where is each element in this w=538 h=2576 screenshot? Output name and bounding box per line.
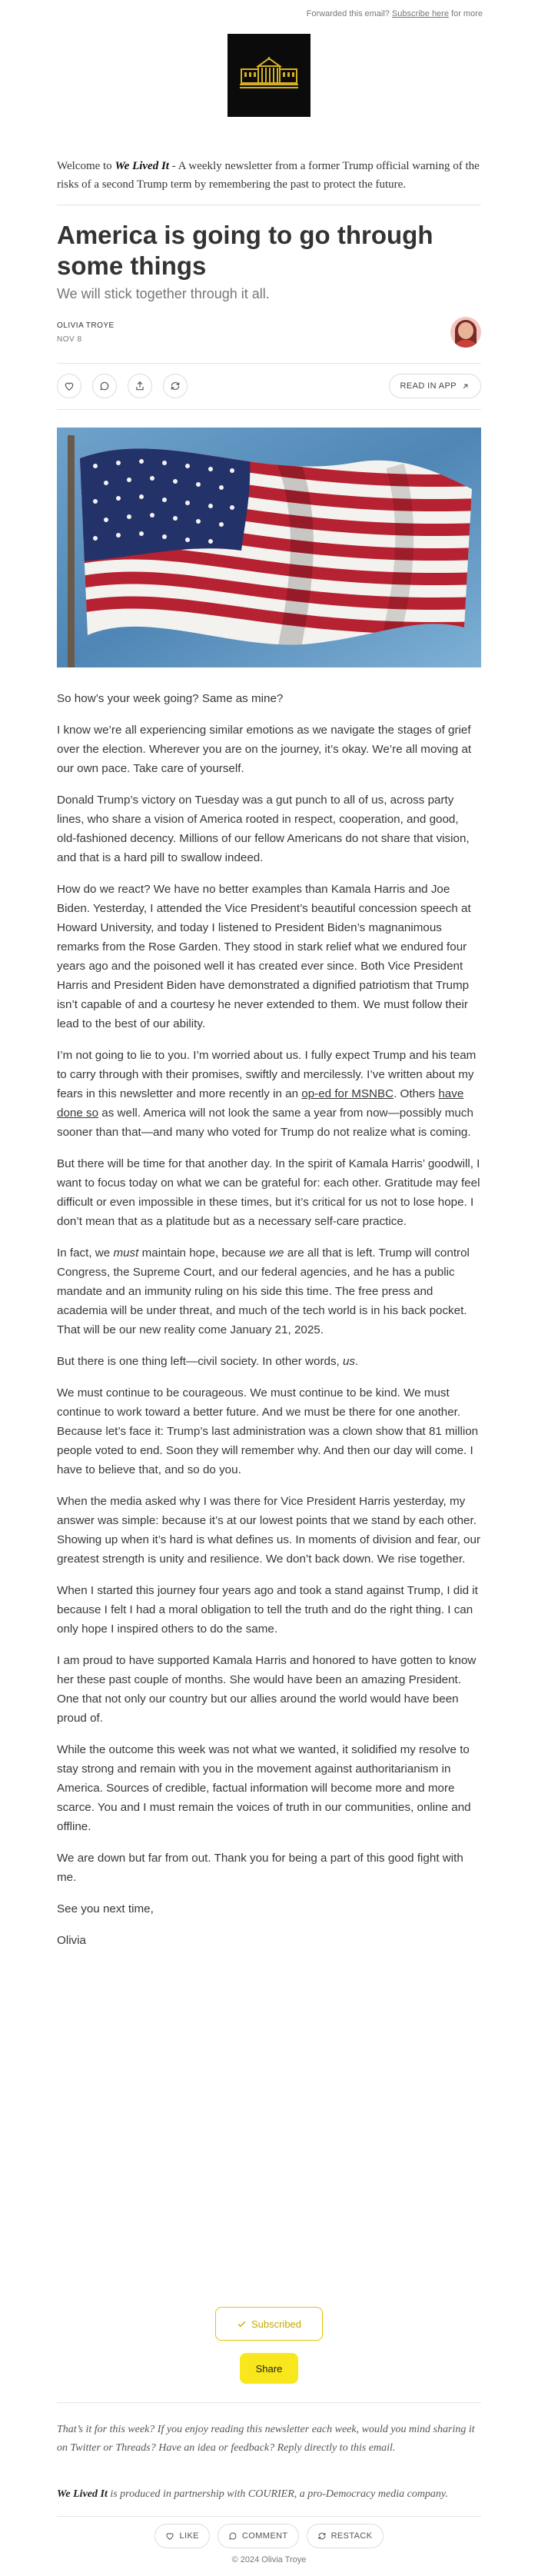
like-button[interactable]	[57, 374, 81, 398]
share-button[interactable]	[128, 374, 152, 398]
comment-icon	[228, 2531, 237, 2541]
post-title[interactable]: America is going to go through some things	[57, 221, 433, 280]
paragraph: See you next time,	[57, 1902, 154, 1915]
divider	[57, 2516, 481, 2517]
forwarded-notice: Forwarded this email? Subscribe here for more	[306, 9, 483, 18]
paragraph: We are down but far from out. Thank you for being a part of this good fight with me.	[57, 1852, 463, 1884]
restack-button[interactable]	[163, 374, 188, 398]
comment-pill-button[interactable]: COMMENT	[218, 2524, 299, 2548]
restack-icon	[170, 381, 181, 391]
post-date: NOV 8	[57, 335, 82, 344]
comment-icon	[99, 381, 110, 391]
paragraph: I am proud to have supported Kamala Harris and honored to have gotten to know her these past couple of months. She would have been an amazing President. One that not only our country but our allies around the world would have been proud of.	[57, 1654, 477, 1725]
subscribed-button[interactable]: Subscribed	[215, 2307, 323, 2341]
divider	[57, 409, 481, 410]
hero-image-american-flag[interactable]	[57, 428, 481, 667]
subscribe-here-link[interactable]: Subscribe here	[391, 9, 449, 18]
comment-button[interactable]	[92, 374, 117, 398]
footer-note: That’s it for this week? If you enjoy reading this newsletter each week, would you mind sharing it on Twitter or Threads? Have an idea or feedback? Reply directly to this email.	[57, 2424, 475, 2454]
footer-copyright: © 2024 Olivia Troye	[231, 2555, 307, 2564]
share-icon	[134, 381, 145, 391]
author-name[interactable]: OLIVIA TROYE	[57, 321, 115, 330]
paragraph: In fact, we must maintain hope, because we are all that is left. Trump will control Congress, the Supreme Court, and our federal agencies, and he has a public mandate and an immunity ruling on his side this time. The free press and academia will be under threat, and much of the tech world is in his back pocket. That will be our new reality come January 21, 2025.	[57, 1246, 470, 1336]
author-avatar[interactable]	[450, 317, 481, 348]
paragraph: We must continue to be courageous. We must continue to be kind. We must continue to work toward a better future. And we must be there for one another. Because let’s face it: Trump’s last administration was a clown show that 81 million people voted to end. Soon they will remember why. And then our day will come. I have to believe that, and so do you.	[57, 1386, 479, 1476]
welcome-blurb: Welcome to We Lived It - A weekly newsletter from a former Trump official warning of the risks of a second Trump term by remembering the past to protect the future.	[57, 160, 480, 191]
restack-pill-button[interactable]: RESTACK	[307, 2524, 384, 2548]
publication-logo[interactable]	[227, 34, 311, 117]
publication-name: We Lived It	[115, 160, 169, 172]
msnbc-op-ed-link[interactable]: op-ed for MSNBC	[301, 1087, 394, 1100]
engagement-bar	[151, 2524, 387, 2548]
divider	[57, 2402, 481, 2403]
checkmark-icon	[237, 2319, 247, 2329]
paragraph: I know we’re all experiencing similar emotions as we navigate the stages of grief over the election. Wherever you are on the journey, it’s okay. We’re all moving at our own pace. Take care of yourself.	[57, 724, 472, 775]
heart-icon	[165, 2531, 174, 2541]
read-in-app-button[interactable]: READ IN APP	[389, 374, 481, 398]
paragraph: But there is one thing left—civil society. In other words, us.	[57, 1355, 359, 1368]
white-house-icon	[238, 57, 300, 91]
paragraph: But there will be time for that another day. In the spirit of Kamala Harris’ goodwill, I want to focus today on what we can be grateful for: each other. Gratitude may feel difficult or even impossible in these times, but it’s critical for us not to lose hope. I don’t mean that as a platitude but as a necessary self-care practice.	[57, 1157, 480, 1228]
paragraph: I’m not going to lie to you. I’m worried about us. I fully expect Trump and his team to carry through with their promises, swiftly and mercilessly. I’ve written about my fears in this newsletter and more recently in an op-ed for MSNBC. Others have done so as well. America will not look the same a year from now—possibly much sooner than that—and many who voted for Trump do not realize what is coming.	[57, 1049, 477, 1139]
paragraph: While the outcome this week was not what we wanted, it solidified my resolve to stay strong and remain with you in the movement against authoritarianism in America. Sources of credible, factual information will become more and more scarce. You and I must remain the voices of truth in our communities, online and offline.	[57, 1743, 471, 1833]
arrow-up-right-icon	[461, 382, 470, 391]
paragraph: Donald Trump’s victory on Tuesday was a gut punch to all of us, across party lines, who share a vision of America rooted in respect, cooperation, and good, old-fashioned decency. Millions of our fellow Americans do not share that vision, and that is a hard pill to swallow indeed.	[57, 794, 470, 864]
like-pill-button[interactable]: LIKE	[154, 2524, 209, 2548]
paragraph: When I started this journey four years ago and took a stand against Trump, I did it because I felt I had a moral obligation to tell the truth and do the right thing. I can only hope I inspired others to do the same.	[57, 1584, 478, 1636]
restack-icon	[317, 2531, 327, 2541]
heart-icon	[64, 381, 75, 391]
paragraph: When the media asked why I was there for Vice President Harris yesterday, my answer was simple: because it’s at our lowest points that we stand by each other. Showing up when it’s hard is what defines us. In moments of division and fear, our greatest strength is unity and resilience. We don’t back down. We rise together.	[57, 1495, 480, 1566]
paragraph: How do we react? We have no better examples than Kamala Harris and Joe Biden. Yesterday, I attended the Vice President’s beautiful concession speech at Howard University, and today I listened to President Biden’s magnanimous remarks from the Rose Garden. They stood in stark relief what we endured four years ago and the poisoned well it has created ever since. Both Vice President Harris and President Biden have demonstrated a dignified patriotism that Trump isn’t capable of and a courtesy he never extended to them. We must follow their lead to the best of our ability.	[57, 883, 471, 1030]
american-flag-image	[57, 428, 481, 667]
have-done-so-link[interactable]: have done so	[57, 1087, 464, 1120]
post-body	[57, 689, 481, 1962]
paragraph: So how’s your week going? Same as mine?	[57, 692, 284, 705]
post-actions-bar	[57, 371, 481, 401]
share-cta-button[interactable]: Share	[240, 2353, 298, 2384]
partnership-note: We Lived It is produced in partnership with COURIER, a pro-Democracy media company.	[57, 2488, 448, 2500]
signature: Olivia	[57, 1934, 86, 1947]
post-subtitle: We will stick together through it all.	[57, 286, 270, 301]
divider	[57, 363, 481, 364]
